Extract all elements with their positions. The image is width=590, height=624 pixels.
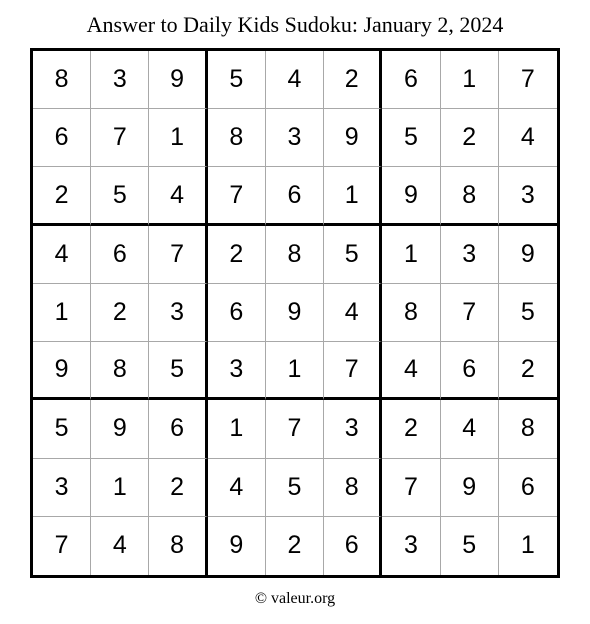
sudoku-cell: 8: [324, 459, 382, 517]
sudoku-cell: 3: [149, 284, 207, 342]
sudoku-cell: 9: [324, 109, 382, 167]
sudoku-cell: 6: [382, 51, 440, 109]
sudoku-cell: 3: [266, 109, 324, 167]
sudoku-cell: 6: [33, 109, 91, 167]
sudoku-cell: 1: [91, 459, 149, 517]
sudoku-grid: [30, 48, 560, 578]
sudoku-cell: 7: [266, 400, 324, 458]
sudoku-cell: 3: [499, 167, 557, 225]
sudoku-cell: 8: [149, 517, 207, 575]
sudoku-cell: 2: [499, 342, 557, 400]
sudoku-cell: 5: [441, 517, 499, 575]
sudoku-cell: 4: [266, 51, 324, 109]
sudoku-cell: 3: [441, 226, 499, 284]
sudoku-cell: 5: [324, 226, 382, 284]
sudoku-cell: 3: [208, 342, 266, 400]
sudoku-cell: 5: [33, 400, 91, 458]
sudoku-cell: 6: [324, 517, 382, 575]
sudoku-cell: 7: [382, 459, 440, 517]
sudoku-cell: 2: [149, 459, 207, 517]
sudoku-cell: 1: [441, 51, 499, 109]
sudoku-cell: 1: [33, 284, 91, 342]
sudoku-cell: 9: [149, 51, 207, 109]
sudoku-cell: 6: [208, 284, 266, 342]
sudoku-cell: 2: [208, 226, 266, 284]
sudoku-cell: 6: [266, 167, 324, 225]
sudoku-cell: 7: [441, 284, 499, 342]
sudoku-cell: 7: [324, 342, 382, 400]
sudoku-cell: 1: [382, 226, 440, 284]
sudoku-cell: 9: [266, 284, 324, 342]
sudoku-cell: 2: [266, 517, 324, 575]
sudoku-cell: 2: [91, 284, 149, 342]
sudoku-cell: 8: [208, 109, 266, 167]
page-title: Answer to Daily Kids Sudoku: January 2, 2024: [86, 12, 504, 37]
sudoku-cell: 6: [499, 459, 557, 517]
sudoku-cell: 1: [208, 400, 266, 458]
sudoku-cell: 3: [33, 459, 91, 517]
sudoku-cell: 2: [324, 51, 382, 109]
sudoku-cell: 6: [91, 226, 149, 284]
sudoku-cell: 6: [441, 342, 499, 400]
sudoku-cell: 9: [33, 342, 91, 400]
sudoku-cell: 5: [382, 109, 440, 167]
sudoku-cell: 4: [382, 342, 440, 400]
sudoku-cell: 7: [91, 109, 149, 167]
copyright-footer: © valeur.org: [254, 590, 336, 607]
sudoku-cell: 4: [33, 226, 91, 284]
sudoku-cell: 7: [499, 51, 557, 109]
sudoku-cell: 3: [382, 517, 440, 575]
sudoku-cell: 4: [208, 459, 266, 517]
sudoku-cell: 1: [324, 167, 382, 225]
sudoku-cell: 9: [208, 517, 266, 575]
sudoku-cell: 4: [441, 400, 499, 458]
sudoku-cell: 4: [91, 517, 149, 575]
sudoku-cell: 1: [149, 109, 207, 167]
sudoku-cell: 6: [149, 400, 207, 458]
sudoku-cell: 2: [441, 109, 499, 167]
sudoku-cell: 4: [149, 167, 207, 225]
sudoku-cell: 8: [266, 226, 324, 284]
sudoku-cell: 8: [33, 51, 91, 109]
sudoku-cell: 8: [382, 284, 440, 342]
sudoku-cell: 7: [149, 226, 207, 284]
sudoku-cell: 4: [499, 109, 557, 167]
sudoku-cell: 9: [91, 400, 149, 458]
sudoku-cell: 8: [499, 400, 557, 458]
sudoku-cell: 9: [441, 459, 499, 517]
sudoku-cell: 9: [382, 167, 440, 225]
sudoku-cell: 2: [382, 400, 440, 458]
sudoku-cell: 7: [33, 517, 91, 575]
sudoku-cell: 4: [324, 284, 382, 342]
sudoku-cell: 5: [149, 342, 207, 400]
sudoku-cell: 1: [520, 531, 535, 560]
sudoku-cell: 9: [499, 226, 557, 284]
sudoku-cell: 5: [499, 284, 557, 342]
sudoku-cell: 3: [91, 51, 149, 109]
sudoku-cell: 5: [208, 51, 266, 109]
sudoku-cell: 8: [441, 167, 499, 225]
sudoku-cell: 7: [208, 167, 266, 225]
sudoku-cell: 1: [266, 342, 324, 400]
sudoku-cell: 8: [91, 342, 149, 400]
sudoku-cell: 5: [266, 459, 324, 517]
sudoku-cell: 2: [33, 167, 91, 225]
sudoku-cell: 5: [91, 167, 149, 225]
sudoku-cell: 3: [324, 400, 382, 458]
